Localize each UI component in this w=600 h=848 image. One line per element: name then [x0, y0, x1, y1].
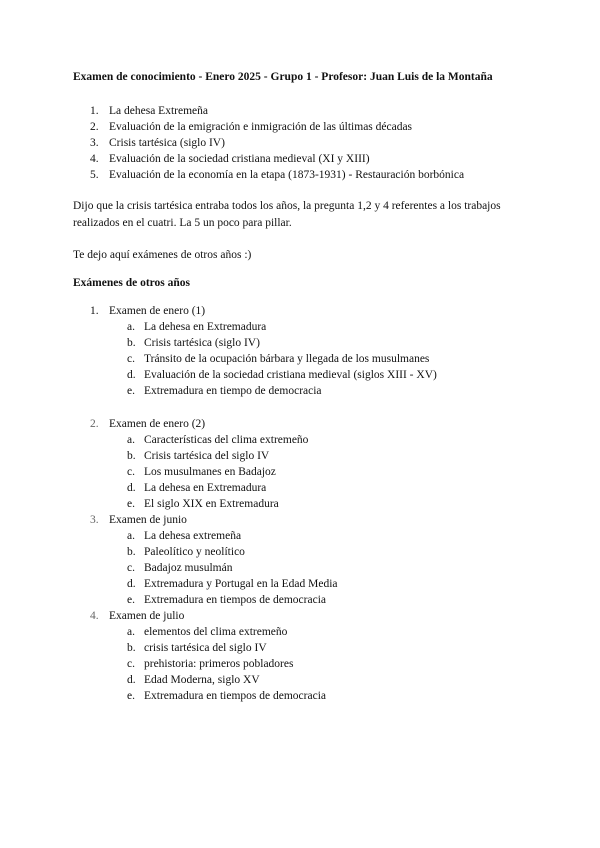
item-letter: a.	[127, 530, 135, 542]
item-letter: c.	[127, 466, 135, 478]
item-text: Evaluación de la economía en la etapa (1873-1931) - Restauración borbónica	[109, 169, 465, 181]
item-letter: e.	[127, 385, 135, 397]
item-text: Evaluación de la sociedad cristiana medieval (XI y XIII)	[109, 153, 370, 165]
item-text: crisis tartésica del siglo IV	[144, 642, 267, 654]
item-text: El siglo XIX en Extremadura	[144, 498, 279, 510]
exam-number: 1.	[90, 305, 99, 317]
item-letter: b.	[127, 546, 136, 558]
item-text: La dehesa en Extremadura	[144, 321, 267, 333]
item-letter: d.	[127, 482, 136, 494]
item-text: Paleolítico y neolítico	[144, 546, 245, 558]
item-letter: e.	[127, 594, 135, 606]
item-text: Extremadura en tiempos de democracia	[144, 594, 327, 606]
item-text: La dehesa extremeña	[144, 530, 242, 542]
page-title: Examen de conocimiento - Enero 2025 - Grupo 1 - Profesor: Juan Luis de la Montaña	[73, 71, 493, 83]
note-line: Dijo que la crisis tartésica entraba todos los años, la pregunta 1,2 y 4 referentes a los trabajos	[73, 200, 501, 212]
item-text: Badajoz musulmán	[144, 562, 233, 574]
item-letter: a.	[127, 626, 135, 638]
exam-number: 3.	[90, 514, 99, 526]
item-text: Extremadura y Portugal en la Edad Media	[144, 578, 338, 590]
exam-title: Examen de enero (2)	[109, 418, 206, 430]
item-text: Tránsito de la ocupación bárbara y llegada de los musulmanes	[144, 353, 430, 365]
item-letter: b.	[127, 337, 136, 349]
note-paragraph-2: Te dejo aquí exámenes de otros años :)	[73, 249, 252, 261]
exam-title: Examen de enero (1)	[109, 305, 206, 317]
item-letter: b.	[127, 642, 136, 654]
item-text: Crisis tartésica (siglo IV)	[109, 137, 225, 149]
exam-title: Examen de junio	[109, 514, 187, 526]
item-number: 3.	[90, 137, 99, 149]
item-letter: a.	[127, 434, 135, 446]
item-letter: c.	[127, 658, 135, 670]
note-line: realizados en el cuatri. La 5 un poco para pillar.	[73, 216, 292, 229]
item-letter: c.	[127, 353, 135, 365]
exam-title: Examen de julio	[109, 610, 185, 622]
item-text: La dehesa en Extremadura	[144, 482, 267, 494]
item-text: Extremadura en tiempo de democracia	[144, 385, 322, 397]
item-letter: c.	[127, 562, 135, 574]
item-letter: e.	[127, 498, 135, 510]
item-text: Crisis tartésica del siglo IV	[144, 450, 270, 462]
item-number: 1.	[90, 105, 99, 117]
item-number: 4.	[90, 153, 99, 165]
item-letter: d.	[127, 674, 136, 686]
item-text: Características del clima extremeño	[144, 434, 309, 446]
item-letter: d.	[127, 578, 136, 590]
item-text: prehistoria: primeros pobladores	[144, 658, 294, 670]
section-heading: Exámenes de otros años	[73, 277, 191, 289]
item-number: 5.	[90, 169, 99, 181]
item-text: Evaluación de la emigración e inmigración de las últimas décadas	[109, 121, 413, 133]
item-letter: a.	[127, 321, 135, 333]
item-text: Extremadura en tiempos de democracia	[144, 690, 327, 702]
item-letter: e.	[127, 690, 135, 702]
note-paragraph	[73, 198, 501, 231]
item-text: Los musulmanes en Badajoz	[144, 466, 276, 478]
item-text: elementos del clima extremeño	[144, 626, 288, 638]
item-letter: b.	[127, 450, 136, 462]
exam-number: 4.	[90, 610, 99, 622]
item-letter: d.	[127, 369, 136, 381]
item-text: Evaluación de la sociedad cristiana medieval (siglos XIII - XV)	[144, 369, 437, 381]
item-text: La dehesa Extremeña	[109, 105, 208, 117]
exam-number: 2.	[90, 418, 99, 430]
item-number: 2.	[90, 121, 99, 133]
item-text: Edad Moderna, siglo XV	[144, 674, 260, 686]
item-text: Crisis tartésica (siglo IV)	[144, 337, 260, 349]
